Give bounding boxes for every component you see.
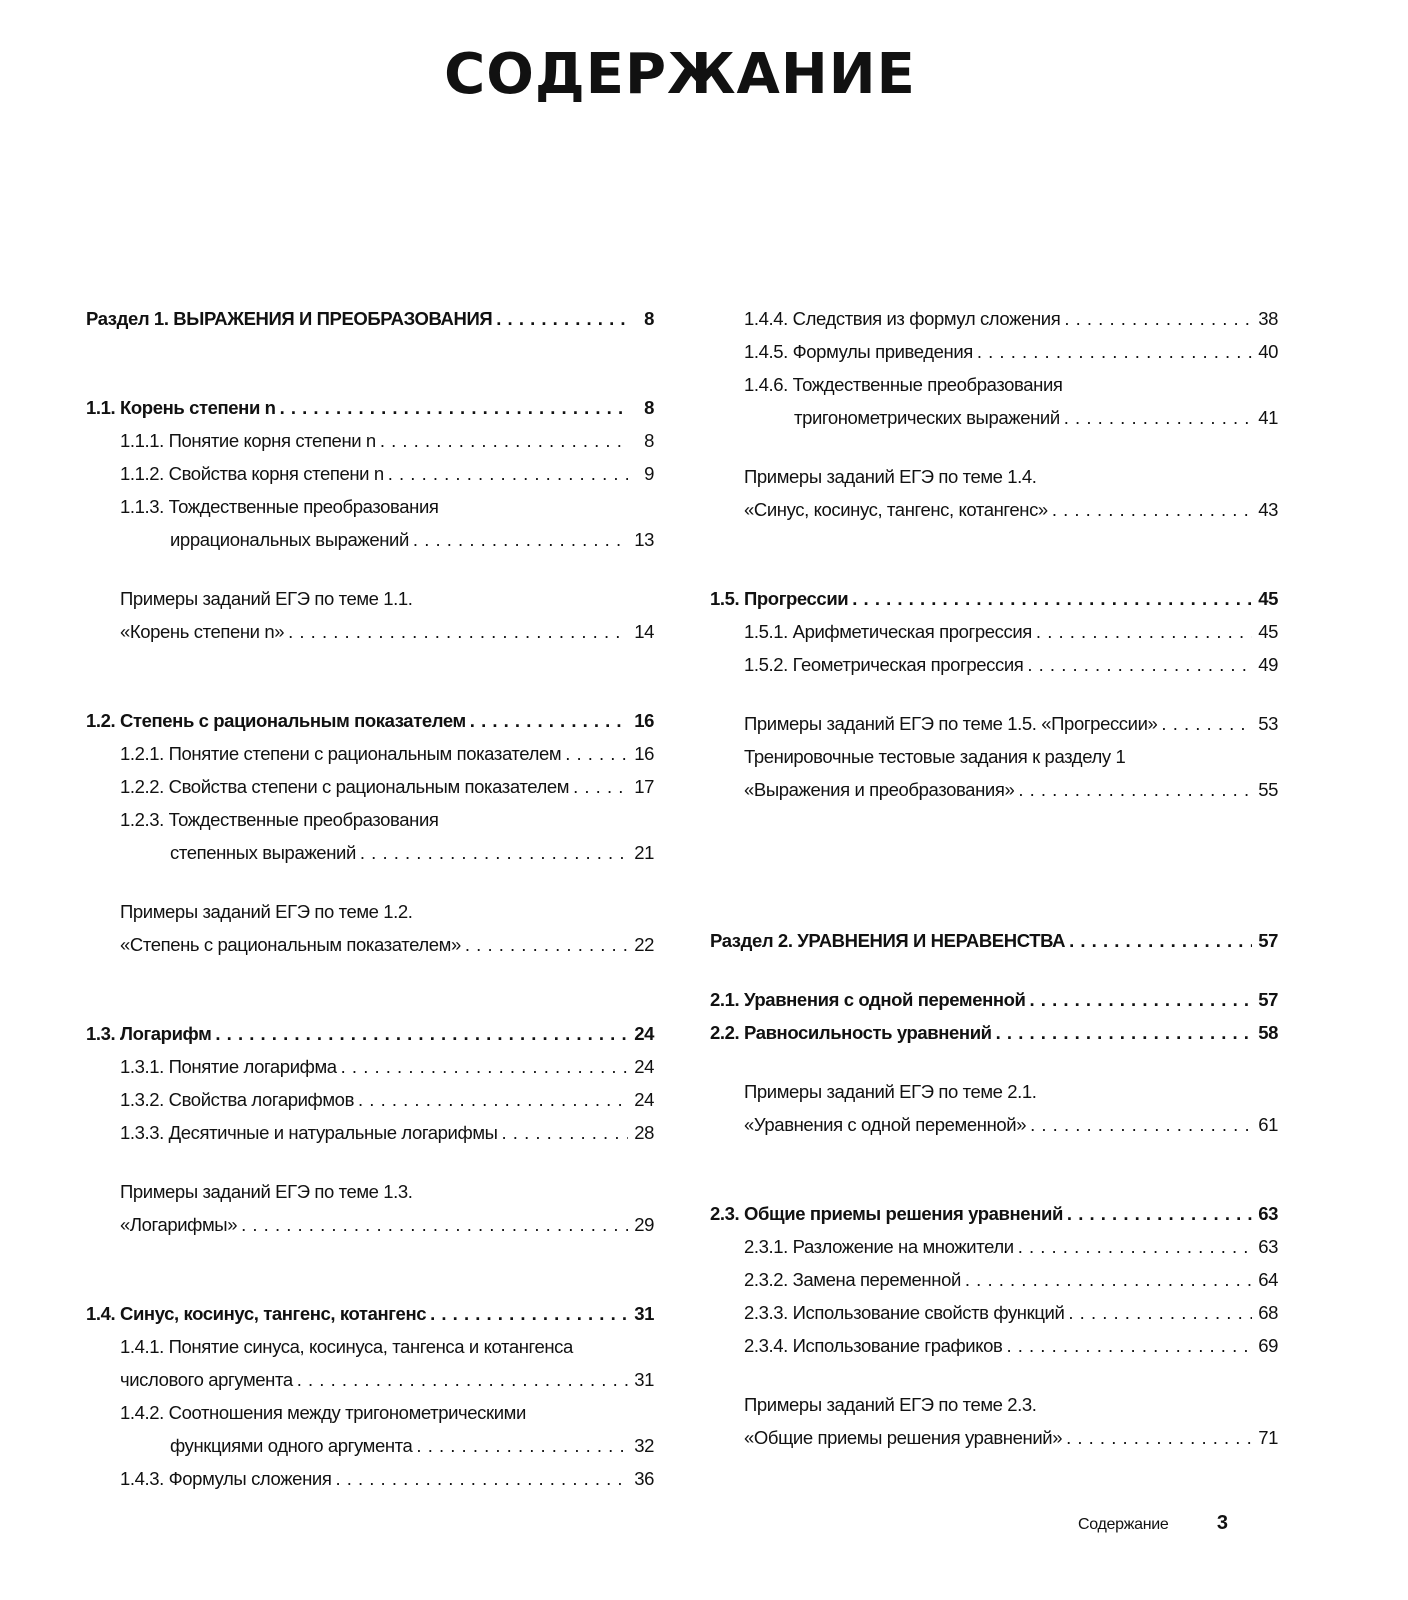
toc-entry	[86, 1175, 654, 1241]
toc-entry-title: степенных выражений	[170, 842, 356, 863]
toc-entry	[86, 391, 654, 424]
toc-entry-title: 1.1. Корень степени n	[86, 397, 276, 418]
toc-entry-page: 38	[1258, 308, 1278, 329]
toc-entry-page: 55	[1258, 779, 1278, 800]
toc-entry	[710, 368, 1278, 434]
dot-leader	[977, 335, 1252, 368]
toc-entry-page: 49	[1258, 654, 1278, 675]
toc-entry-page: 71	[1258, 1427, 1278, 1448]
toc-entry	[710, 1388, 1278, 1454]
toc-entry-title: тригонометрических выражений	[794, 407, 1060, 428]
toc-entry	[710, 1296, 1278, 1329]
toc-entry-title: 1.4.5. Формулы приведения	[744, 341, 973, 362]
toc-entry-page: 16	[634, 710, 654, 731]
dot-leader	[1030, 1108, 1252, 1141]
toc-entry-page: 24	[634, 1056, 654, 1077]
toc-entry-page: 69	[1258, 1335, 1278, 1356]
toc-entry-page: 41	[1258, 407, 1278, 428]
toc-entry	[86, 895, 654, 961]
dot-leader	[358, 1083, 628, 1116]
dot-leader	[430, 1297, 628, 1330]
toc-entry-title: «Логарифмы»	[120, 1214, 238, 1235]
toc-entry-page: 45	[1258, 621, 1278, 642]
toc-column-right	[710, 302, 1278, 1454]
toc-entry-title: «Уравнения с одной переменной»	[744, 1114, 1027, 1135]
toc-column-left	[86, 302, 654, 1495]
toc-entry-title: числового аргумента	[120, 1369, 293, 1390]
dot-leader	[1006, 1329, 1252, 1362]
toc-entry	[86, 1017, 654, 1050]
toc-entry-title: 1.1.1. Понятие корня степени n	[120, 430, 376, 451]
toc-entry-title: Примеры заданий ЕГЭ по теме 1.4.	[744, 466, 1037, 487]
dot-leader	[565, 737, 628, 770]
toc-entry-page: 14	[634, 621, 654, 642]
running-footer-label: Содержание	[1078, 1516, 1169, 1533]
toc-entry-title: Раздел 1. ВЫРАЖЕНИЯ И ПРЕОБРАЗОВАНИЯ	[86, 308, 493, 329]
toc-entry-title: 1.2.2. Свойства степени с рациональным показателем	[120, 776, 570, 797]
toc-entry-title: 1.5.1. Арифметическая прогрессия	[744, 621, 1032, 642]
toc-entry	[86, 457, 654, 490]
toc-entry-page: 57	[1258, 989, 1278, 1010]
toc-entry-page: 61	[1258, 1114, 1278, 1135]
dot-leader	[413, 523, 628, 556]
dot-leader	[1018, 1230, 1252, 1263]
toc-entry-title: «Степень с рациональным показателем»	[120, 934, 461, 955]
toc-entry	[710, 615, 1278, 648]
dot-leader	[280, 391, 628, 424]
dot-leader	[380, 424, 628, 457]
toc-entry-title: 2.3.1. Разложение на множители	[744, 1236, 1014, 1257]
toc-entry-title: 2.3.3. Использование свойств функций	[744, 1302, 1065, 1323]
toc-entry-page: 43	[1258, 499, 1278, 520]
toc-entry-page: 68	[1258, 1302, 1278, 1323]
toc-entry	[86, 1116, 654, 1149]
toc-entry	[710, 302, 1278, 335]
dot-leader	[360, 836, 628, 869]
toc-entry-title: функциями одного аргумента	[170, 1435, 413, 1456]
toc-entry	[86, 1396, 654, 1462]
dot-leader	[1161, 707, 1252, 740]
toc-entry-page: 22	[634, 934, 654, 955]
dot-leader	[996, 1016, 1252, 1049]
toc-entry	[86, 424, 654, 457]
dot-leader	[465, 928, 628, 961]
toc-entry	[710, 1230, 1278, 1263]
toc-entry-title: Тренировочные тестовые задания к разделу 1	[744, 746, 1126, 767]
dot-leader	[341, 1050, 628, 1083]
toc-entry-title: 1.2.3. Тождественные преобразования	[120, 809, 439, 830]
toc-entry	[710, 1197, 1278, 1230]
toc-entry-title: 1.4.2. Соотношения между тригонометрическими	[120, 1402, 526, 1423]
toc-entry-title: 1.2.1. Понятие степени с рациональным показателем	[120, 743, 562, 764]
toc-entry-title: Примеры заданий ЕГЭ по теме 2.1.	[744, 1081, 1037, 1102]
toc-entry-title: 1.1.3. Тождественные преобразования	[120, 496, 439, 517]
toc-entry	[710, 707, 1278, 740]
dot-leader	[965, 1263, 1252, 1296]
dot-leader	[502, 1116, 628, 1149]
dot-leader	[1027, 648, 1252, 681]
toc-entry-page: 53	[1258, 713, 1278, 734]
dot-leader	[215, 1017, 628, 1050]
toc-entry	[86, 490, 654, 556]
dot-leader	[1052, 493, 1252, 526]
toc-entry-title: 2.3.2. Замена переменной	[744, 1269, 961, 1290]
toc-entry	[86, 1330, 654, 1396]
dot-leader	[241, 1208, 628, 1241]
toc-entry-title: 1.5.2. Геометрическая прогрессия	[744, 654, 1024, 675]
toc-entry	[86, 704, 654, 737]
toc-entry-title: 1.3.3. Десятичные и натуральные логарифмы	[120, 1122, 498, 1143]
toc-entry-title: Примеры заданий ЕГЭ по теме 1.5. «Прогрессии»	[744, 713, 1158, 734]
toc-entry-title: 1.2. Степень с рациональным показателем	[86, 710, 466, 731]
dot-leader	[470, 704, 628, 737]
toc-entry-page: 8	[644, 397, 654, 418]
toc-entry-page: 17	[634, 776, 654, 797]
toc-entry-page: 36	[634, 1468, 654, 1489]
toc-entry-title: 1.4.1. Понятие синуса, косинуса, тангенса и котангенса	[120, 1336, 573, 1357]
toc-entry	[710, 1329, 1278, 1362]
toc-entry-page: 24	[634, 1023, 654, 1044]
toc-entry	[710, 460, 1278, 526]
toc-entry-title: 2.1. Уравнения с одной переменной	[710, 989, 1026, 1010]
toc-entry	[710, 582, 1278, 615]
dot-leader	[388, 457, 628, 490]
toc-entry-title: 1.1.2. Свойства корня степени n	[120, 463, 384, 484]
toc-entry-title: Примеры заданий ЕГЭ по теме 1.3.	[120, 1181, 413, 1202]
toc-entry-page: 32	[634, 1435, 654, 1456]
toc-entry-title: «Корень степени n»	[120, 621, 285, 642]
toc-entry	[86, 302, 654, 335]
toc-entry-title: Примеры заданий ЕГЭ по теме 1.1.	[120, 588, 413, 609]
toc-entry	[86, 737, 654, 770]
toc-entry-title: Раздел 2. УРАВНЕНИЯ И НЕРАВЕНСТВА	[710, 930, 1066, 951]
toc-entry	[86, 582, 654, 648]
toc-entry-page: 29	[634, 1214, 654, 1235]
toc-entry-title: иррациональных выражений	[170, 529, 409, 550]
toc-entry-page: 31	[634, 1303, 654, 1324]
toc-entry-title: Примеры заданий ЕГЭ по теме 2.3.	[744, 1394, 1037, 1415]
toc-entry	[710, 924, 1278, 957]
dot-leader	[288, 615, 628, 648]
toc-entry-page: 57	[1258, 930, 1278, 951]
toc-entry-page: 58	[1258, 1022, 1278, 1043]
toc-entry-title: «Синус, косинус, тангенс, котангенс»	[744, 499, 1048, 520]
toc-entry	[86, 1050, 654, 1083]
toc-entry	[86, 803, 654, 869]
toc-entry-page: 40	[1258, 341, 1278, 362]
toc-entry-title: 1.5. Прогрессии	[710, 588, 849, 609]
toc-entry-title: 1.4.3. Формулы сложения	[120, 1468, 332, 1489]
toc-entry	[710, 740, 1278, 806]
page-footer	[1078, 1512, 1228, 1535]
toc-entry-page: 45	[1258, 588, 1278, 609]
dot-leader	[1068, 1296, 1252, 1329]
dot-leader	[573, 770, 628, 803]
dot-leader	[852, 582, 1252, 615]
toc-entry-page: 8	[644, 308, 654, 329]
toc-entry	[710, 335, 1278, 368]
toc-entry-page: 64	[1258, 1269, 1278, 1290]
toc-entry-title: 2.2. Равносильность уравнений	[710, 1022, 992, 1043]
toc-entry	[86, 770, 654, 803]
toc-entry-page: 13	[634, 529, 654, 550]
toc-entry	[710, 1075, 1278, 1141]
toc-entry-title: 2.3. Общие приемы решения уравнений	[710, 1203, 1063, 1224]
toc-entry-page: 16	[634, 743, 654, 764]
toc-entry-title: 1.3. Логарифм	[86, 1023, 212, 1044]
dot-leader	[1067, 1197, 1252, 1230]
dot-leader	[1064, 302, 1252, 335]
toc-entry	[86, 1083, 654, 1116]
toc-entry-title: 1.4.4. Следствия из формул сложения	[744, 308, 1061, 329]
page-number: 3	[1216, 1512, 1228, 1534]
toc-entry-title: 1.4. Синус, косинус, тангенс, котангенс	[86, 1303, 427, 1324]
toc-entry-title: 1.4.6. Тождественные преобразования	[744, 374, 1063, 395]
dot-leader	[1030, 983, 1252, 1016]
toc-entry-title: 2.3.4. Использование графиков	[744, 1335, 1003, 1356]
toc-entry	[710, 648, 1278, 681]
dot-leader	[1036, 615, 1252, 648]
toc-entry-page: 31	[634, 1369, 654, 1390]
toc-entry	[710, 1263, 1278, 1296]
toc-entry	[710, 983, 1278, 1016]
toc-entry-page: 63	[1258, 1236, 1278, 1257]
toc-entry	[86, 1462, 654, 1495]
toc-entry	[86, 1297, 654, 1330]
toc-entry-page: 21	[634, 842, 654, 863]
toc-entry-page: 24	[634, 1089, 654, 1110]
toc-entry-page: 28	[634, 1122, 654, 1143]
toc-entry-title: 1.3.1. Понятие логарифма	[120, 1056, 337, 1077]
dot-leader	[1069, 924, 1252, 957]
dot-leader	[1066, 1421, 1252, 1454]
dot-leader	[335, 1462, 628, 1495]
dot-leader	[416, 1429, 628, 1462]
toc-entry	[710, 1016, 1278, 1049]
toc-entry-page: 9	[644, 463, 654, 484]
toc-entry-title: Примеры заданий ЕГЭ по теме 1.2.	[120, 901, 413, 922]
dot-leader	[1018, 773, 1252, 806]
toc-entry-title: «Общие приемы решения уравнений»	[744, 1427, 1063, 1448]
page-title: СОДЕРЖАНИЕ	[444, 42, 916, 107]
toc-entry-page: 8	[644, 430, 654, 451]
toc-entry-title: «Выражения и преобразования»	[744, 779, 1015, 800]
dot-leader	[496, 302, 628, 335]
toc-entry-page: 63	[1258, 1203, 1278, 1224]
dot-leader	[1064, 401, 1252, 434]
toc-entry-title: 1.3.2. Свойства логарифмов	[120, 1089, 355, 1110]
dot-leader	[297, 1363, 628, 1396]
